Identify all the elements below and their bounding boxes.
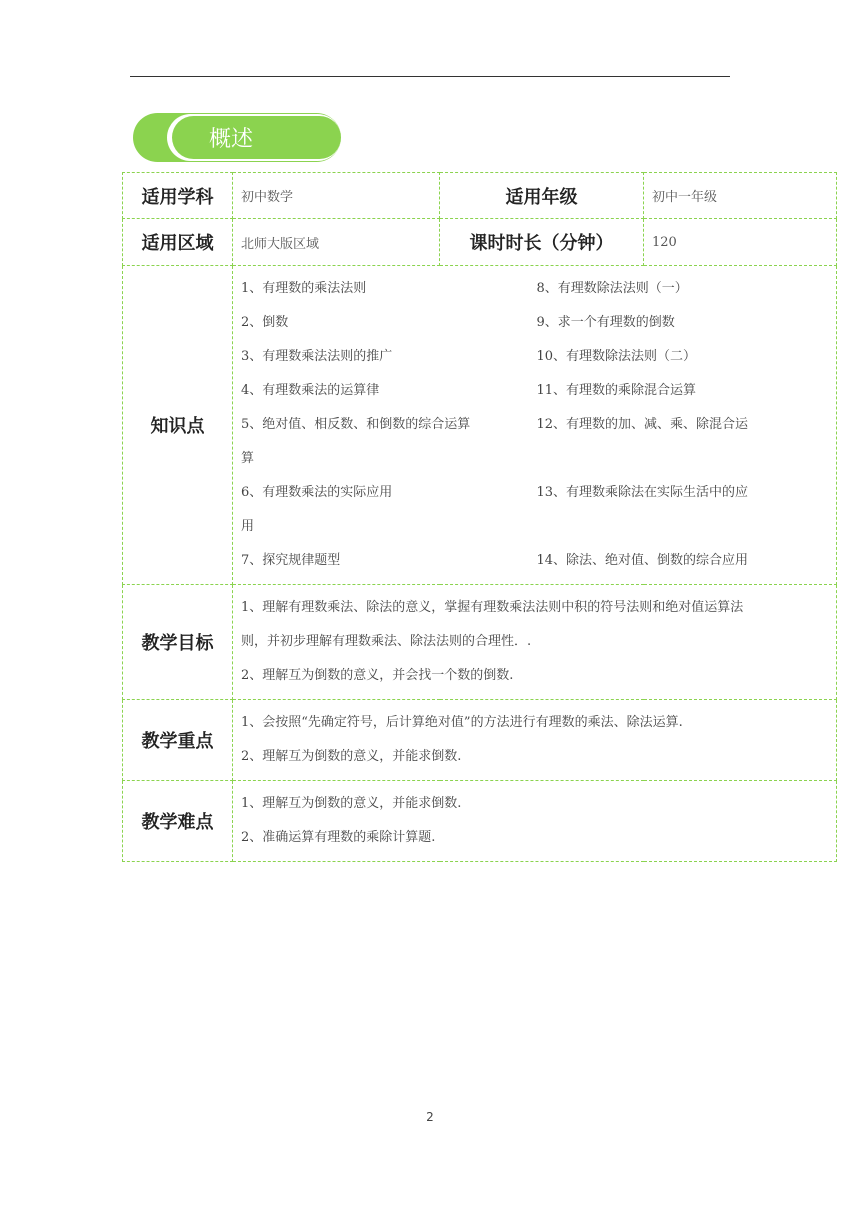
- knowledge-right-column: [537, 272, 833, 578]
- knowledge-item: 2、倒数: [241, 315, 289, 330]
- subject-value: 初中数学: [233, 173, 440, 219]
- knowledge-item: 3、有理数乘法法则的推广: [241, 349, 393, 364]
- key-points-text: [233, 700, 837, 781]
- knowledge-item: [537, 510, 833, 544]
- overview-table: [122, 172, 837, 862]
- grade-value: 初中一年级: [644, 173, 837, 219]
- region-label: 适用区域: [123, 219, 233, 266]
- knowledge-item: 1、有理数的乘法法则: [241, 281, 367, 296]
- region-value: 北师大版区域: [233, 219, 440, 266]
- duration-label: 课时时长（分钟）: [440, 219, 644, 266]
- knowledge-item: 13、有理数乘除法在实际生活中的应: [536, 485, 749, 500]
- knowledge-item: 14、除法、绝对值、倒数的综合应用: [536, 553, 749, 568]
- objective-line: 则，并初步理解有理数乘法、除法法则的合理性．.: [241, 634, 532, 649]
- objective-line: 2、理解互为倒数的意义，并会找一个数的倒数.: [241, 668, 514, 683]
- difficulty-line: 2、准确运算有理数的乘除计算题.: [241, 830, 436, 845]
- knowledge-item: 7、探究规律题型: [241, 553, 341, 568]
- knowledge-left-column: [241, 272, 537, 578]
- knowledge-item: 9、求一个有理数的倒数: [536, 315, 675, 330]
- knowledge-item: 8、有理数除法法则（一）: [536, 281, 688, 296]
- subject-label: 适用学科: [123, 173, 233, 219]
- knowledge-item: 10、有理数除法法则（二）: [536, 349, 697, 364]
- key-point-line: 2、理解互为倒数的意义，并能求倒数.: [241, 749, 462, 764]
- objectives-label: 教学目标: [123, 585, 233, 700]
- knowledge-item: [537, 442, 833, 476]
- section-banner: [133, 113, 341, 162]
- key-points-label: 教学重点: [123, 700, 233, 781]
- key-point-line: 1、会按照“先确定符号，后计算绝对值”的方法进行有理数的乘法、除法运算.: [241, 715, 683, 730]
- knowledge-item: 4、有理数乘法的运算律: [241, 383, 380, 398]
- objectives-text: [233, 585, 837, 700]
- difficulties-text: [233, 781, 837, 862]
- difficulty-line: 1、理解互为倒数的意义，并能求倒数.: [241, 796, 462, 811]
- knowledge-item: 用: [241, 519, 255, 534]
- page-number: 2: [426, 1110, 434, 1124]
- knowledge-list: [233, 266, 837, 585]
- knowledge-item: 11、有理数的乘除混合运算: [536, 383, 697, 398]
- duration-value: 120: [644, 219, 837, 266]
- knowledge-item: 12、有理数的加、减、乘、除混合运: [536, 417, 749, 432]
- knowledge-label: 知识点: [123, 266, 233, 585]
- knowledge-item: 5、绝对值、相反数、和倒数的综合运算: [241, 417, 471, 432]
- knowledge-item: 6、有理数乘法的实际应用: [241, 485, 393, 500]
- header-rule: [130, 76, 730, 77]
- section-title: 概述: [209, 127, 254, 152]
- grade-label: 适用年级: [440, 173, 644, 219]
- objective-line: 1、理解有理数乘法、除法的意义，掌握有理数乘法法则中积的符号法则和绝对值运算法: [241, 600, 744, 615]
- difficulties-label: 教学难点: [123, 781, 233, 862]
- knowledge-item: 算: [241, 451, 255, 466]
